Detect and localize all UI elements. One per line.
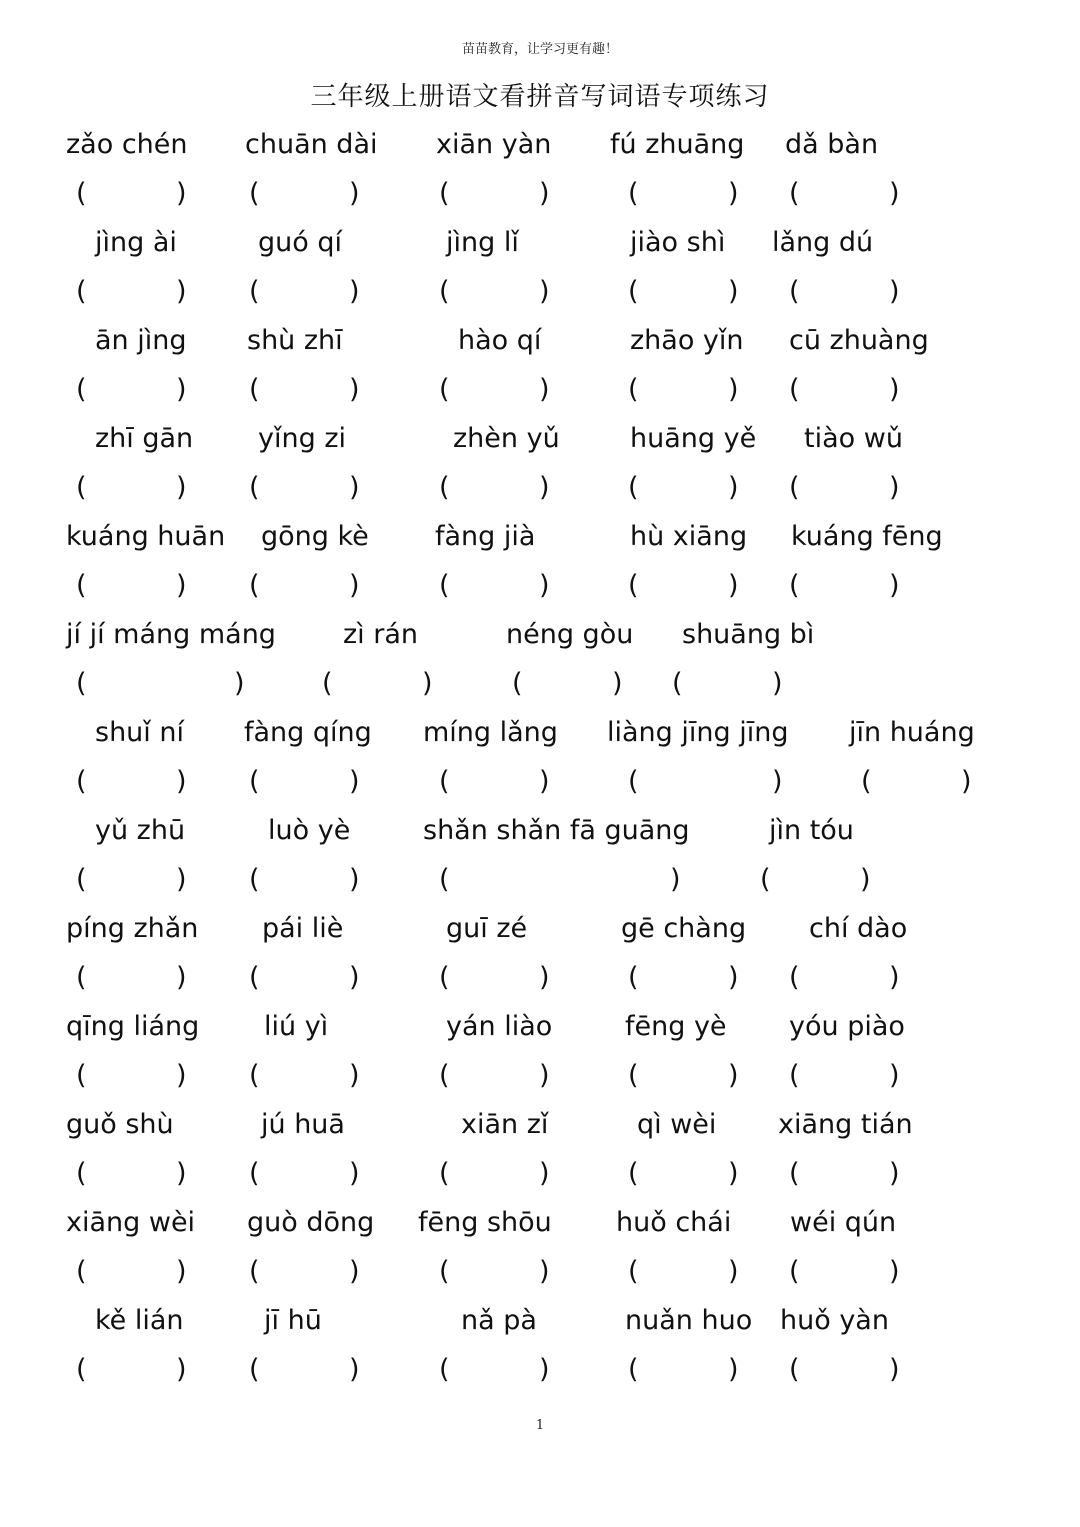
answer-blank-close-paren: ): [860, 864, 871, 895]
pinyin-word: liàng jīng jīng: [607, 717, 789, 748]
pinyin-word: kě lián: [95, 1305, 184, 1336]
pinyin-word: fú zhuāng: [610, 129, 745, 160]
answer-blank-open-paren: (: [76, 472, 87, 503]
answer-blank-open-paren: (: [76, 864, 87, 895]
answer-blank-close-paren: ): [728, 178, 739, 209]
answer-blank-close-paren: ): [889, 1354, 900, 1385]
answer-blank-open-paren: (: [439, 1158, 450, 1189]
pinyin-word: xiān yàn: [436, 129, 552, 160]
answer-blank-close-paren: ): [349, 962, 360, 993]
answer-blank-open-paren: (: [249, 472, 260, 503]
answer-blank-close-paren: ): [176, 1256, 187, 1287]
answer-blank-open-paren: (: [76, 1158, 87, 1189]
answer-blank-open-paren: (: [76, 962, 87, 993]
answer-blank-open-paren: (: [76, 374, 87, 405]
pinyin-word: yán liào: [446, 1011, 553, 1042]
answer-blank-open-paren: (: [789, 962, 800, 993]
answer-blank-open-paren: (: [76, 668, 87, 699]
answer-blank-open-paren: (: [249, 766, 260, 797]
page-number: 1: [535, 1418, 545, 1433]
pinyin-word: fàng qíng: [244, 717, 372, 748]
pinyin-word: pái liè: [262, 913, 344, 944]
answer-blank-open-paren: (: [628, 570, 639, 601]
answer-blank-open-paren: (: [439, 1354, 450, 1385]
answer-blank-close-paren: ): [961, 766, 972, 797]
answer-blank-close-paren: ): [728, 1158, 739, 1189]
answer-blank-open-paren: (: [439, 1060, 450, 1091]
answer-blank-close-paren: ): [539, 374, 550, 405]
answer-blank-close-paren: ): [539, 178, 550, 209]
answer-blank-close-paren: ): [539, 962, 550, 993]
answer-blank-close-paren: ): [539, 472, 550, 503]
answer-blank-open-paren: (: [672, 668, 683, 699]
answer-blank-close-paren: ): [539, 1060, 550, 1091]
answer-blank-close-paren: ): [349, 1158, 360, 1189]
pinyin-word: zì rán: [343, 619, 419, 650]
pinyin-word: gē chàng: [621, 913, 747, 944]
answer-blank-close-paren: ): [670, 864, 681, 895]
answer-blank-open-paren: (: [789, 1354, 800, 1385]
pinyin-word: xiāng wèi: [66, 1207, 196, 1238]
answer-blank-close-paren: ): [728, 472, 739, 503]
answer-blank-close-paren: ): [349, 1354, 360, 1385]
answer-blank-open-paren: (: [439, 1256, 450, 1287]
pinyin-word: hù xiāng: [630, 521, 748, 552]
pinyin-word: xiān zǐ: [461, 1109, 549, 1140]
pinyin-word: guī zé: [446, 913, 528, 944]
answer-blank-open-paren: (: [76, 1060, 87, 1091]
pinyin-word: shuāng bì: [682, 619, 815, 650]
answer-blank-open-paren: (: [249, 1060, 260, 1091]
answer-blank-close-paren: ): [889, 472, 900, 503]
pinyin-word: tiào wǔ: [804, 423, 903, 454]
answer-blank-open-paren: (: [861, 766, 872, 797]
pinyin-word: gōng kè: [261, 521, 369, 552]
pinyin-word: hào qí: [458, 325, 542, 356]
answer-blank-open-paren: (: [439, 276, 450, 307]
answer-blank-open-paren: (: [789, 472, 800, 503]
answer-blank-open-paren: (: [76, 178, 87, 209]
pinyin-word: zhāo yǐn: [630, 325, 744, 356]
pinyin-word: luò yè: [268, 815, 351, 846]
pinyin-word: guǒ shù: [66, 1109, 174, 1140]
answer-blank-open-paren: (: [628, 962, 639, 993]
answer-blank-close-paren: ): [349, 766, 360, 797]
pinyin-word: qīng liáng: [66, 1011, 200, 1042]
answer-blank-open-paren: (: [249, 276, 260, 307]
answer-blank-close-paren: ): [176, 276, 187, 307]
answer-blank-open-paren: (: [439, 570, 450, 601]
answer-blank-close-paren: ): [539, 766, 550, 797]
pinyin-word: qì wèi: [637, 1109, 717, 1140]
pinyin-word: fàng jià: [435, 521, 536, 552]
answer-blank-close-paren: ): [349, 178, 360, 209]
answer-blank-open-paren: (: [628, 1158, 639, 1189]
pinyin-word: huǒ chái: [616, 1207, 732, 1238]
pinyin-word: yǔ zhū: [95, 815, 186, 846]
answer-blank-close-paren: ): [234, 668, 245, 699]
answer-blank-close-paren: ): [889, 374, 900, 405]
pinyin-word: lǎng dú: [772, 227, 874, 258]
answer-blank-close-paren: ): [728, 1354, 739, 1385]
answer-blank-open-paren: (: [249, 178, 260, 209]
answer-blank-open-paren: (: [789, 374, 800, 405]
pinyin-word: shǎn shǎn fā guāng: [423, 815, 690, 846]
pinyin-word: cū zhuàng: [789, 325, 929, 356]
answer-blank-close-paren: ): [349, 864, 360, 895]
answer-blank-close-paren: ): [349, 570, 360, 601]
pinyin-word: jí jí máng máng: [66, 619, 276, 650]
answer-blank-close-paren: ): [539, 1256, 550, 1287]
answer-blank-close-paren: ): [349, 472, 360, 503]
answer-blank-close-paren: ): [772, 668, 783, 699]
answer-blank-close-paren: ): [728, 374, 739, 405]
answer-blank-close-paren: ): [176, 1060, 187, 1091]
answer-blank-close-paren: ): [176, 570, 187, 601]
answer-blank-open-paren: (: [439, 374, 450, 405]
answer-blank-close-paren: ): [539, 1354, 550, 1385]
answer-blank-open-paren: (: [249, 1158, 260, 1189]
answer-blank-close-paren: ): [422, 668, 433, 699]
answer-blank-open-paren: (: [76, 276, 87, 307]
answer-blank-open-paren: (: [628, 178, 639, 209]
answer-blank-open-paren: (: [249, 570, 260, 601]
answer-blank-open-paren: (: [322, 668, 333, 699]
pinyin-word: shuǐ ní: [95, 717, 184, 748]
pinyin-word: wéi qún: [790, 1207, 897, 1238]
answer-blank-close-paren: ): [539, 1158, 550, 1189]
answer-blank-open-paren: (: [249, 962, 260, 993]
answer-blank-open-paren: (: [249, 1354, 260, 1385]
answer-blank-open-paren: (: [628, 276, 639, 307]
pinyin-word: zǎo chén: [66, 129, 188, 160]
answer-blank-close-paren: ): [889, 962, 900, 993]
answer-blank-close-paren: ): [176, 1158, 187, 1189]
answer-blank-open-paren: (: [628, 1060, 639, 1091]
pinyin-word: fēng shōu: [418, 1207, 552, 1238]
answer-blank-open-paren: (: [789, 178, 800, 209]
answer-blank-close-paren: ): [349, 1256, 360, 1287]
answer-blank-close-paren: ): [728, 962, 739, 993]
pinyin-word: zhèn yǔ: [453, 423, 560, 454]
answer-blank-open-paren: (: [76, 1256, 87, 1287]
pinyin-word: jú huā: [261, 1109, 345, 1140]
pinyin-word: zhī gān: [95, 423, 194, 454]
pinyin-word: shù zhī: [247, 325, 343, 356]
page-title: 三年级上册语文看拼音写词语专项练习: [310, 82, 770, 112]
answer-blank-open-paren: (: [789, 276, 800, 307]
answer-blank-open-paren: (: [628, 1256, 639, 1287]
answer-blank-open-paren: (: [249, 374, 260, 405]
answer-blank-open-paren: (: [628, 374, 639, 405]
pinyin-word: nǎ pà: [461, 1305, 537, 1336]
answer-blank-open-paren: (: [628, 472, 639, 503]
answer-blank-close-paren: ): [728, 570, 739, 601]
answer-blank-open-paren: (: [760, 864, 771, 895]
answer-blank-close-paren: ): [889, 1060, 900, 1091]
answer-blank-open-paren: (: [439, 864, 450, 895]
pinyin-word: jīn huáng: [849, 717, 975, 748]
pinyin-word: fēng yè: [625, 1011, 727, 1042]
pinyin-word: xiāng tián: [778, 1109, 913, 1140]
answer-blank-open-paren: (: [789, 570, 800, 601]
answer-blank-close-paren: ): [889, 570, 900, 601]
answer-blank-open-paren: (: [76, 766, 87, 797]
pinyin-word: guò dōng: [247, 1207, 375, 1238]
answer-blank-open-paren: (: [789, 1158, 800, 1189]
pinyin-word: jī hū: [264, 1305, 322, 1336]
answer-blank-close-paren: ): [772, 766, 783, 797]
answer-blank-open-paren: (: [789, 1256, 800, 1287]
pinyin-word: chuān dài: [245, 129, 378, 160]
answer-blank-close-paren: ): [889, 276, 900, 307]
answer-blank-open-paren: (: [628, 766, 639, 797]
answer-blank-close-paren: ): [176, 374, 187, 405]
header-tagline: 苗苗教育，让学习更有趣！: [461, 42, 618, 57]
pinyin-word: liú yì: [264, 1011, 329, 1042]
pinyin-word: jìn tóu: [769, 815, 854, 846]
answer-blank-open-paren: (: [439, 962, 450, 993]
answer-blank-open-paren: (: [249, 1256, 260, 1287]
answer-blank-close-paren: ): [539, 276, 550, 307]
pinyin-word: kuáng huān: [66, 521, 226, 552]
answer-blank-open-paren: (: [439, 178, 450, 209]
answer-blank-close-paren: ): [176, 766, 187, 797]
answer-blank-open-paren: (: [439, 766, 450, 797]
answer-blank-open-paren: (: [789, 1060, 800, 1091]
pinyin-word: jìng lǐ: [446, 227, 519, 258]
answer-blank-close-paren: ): [728, 1256, 739, 1287]
pinyin-word: huǒ yàn: [780, 1305, 889, 1336]
answer-blank-open-paren: (: [439, 472, 450, 503]
answer-blank-open-paren: (: [249, 864, 260, 895]
answer-blank-close-paren: ): [612, 668, 623, 699]
pinyin-word: míng lǎng: [423, 717, 558, 748]
answer-blank-close-paren: ): [349, 1060, 360, 1091]
pinyin-word: píng zhǎn: [66, 913, 199, 944]
pinyin-word: jìng ài: [95, 227, 177, 258]
answer-blank-close-paren: ): [889, 1158, 900, 1189]
pinyin-word: dǎ bàn: [785, 129, 879, 160]
answer-blank-close-paren: ): [349, 374, 360, 405]
answer-blank-close-paren: ): [728, 276, 739, 307]
pinyin-word: huāng yě: [630, 423, 757, 454]
answer-blank-open-paren: (: [76, 1354, 87, 1385]
pinyin-word: yǐng zi: [258, 423, 346, 454]
pinyin-word: guó qí: [258, 227, 342, 258]
answer-blank-close-paren: ): [349, 276, 360, 307]
pinyin-word: jiào shì: [630, 227, 726, 258]
answer-blank-close-paren: ): [176, 864, 187, 895]
pinyin-word: nuǎn huo: [625, 1305, 753, 1336]
answer-blank-close-paren: ): [728, 1060, 739, 1091]
answer-blank-close-paren: ): [889, 178, 900, 209]
answer-blank-close-paren: ): [176, 178, 187, 209]
pinyin-word: yóu piào: [789, 1011, 905, 1042]
answer-blank-close-paren: ): [176, 1354, 187, 1385]
pinyin-word: kuáng fēng: [791, 521, 943, 552]
answer-blank-open-paren: (: [628, 1354, 639, 1385]
answer-blank-close-paren: ): [889, 1256, 900, 1287]
answer-blank-close-paren: ): [176, 962, 187, 993]
answer-blank-close-paren: ): [176, 472, 187, 503]
answer-blank-open-paren: (: [512, 668, 523, 699]
pinyin-word: néng gòu: [506, 619, 634, 650]
pinyin-word: chí dào: [809, 913, 908, 944]
answer-blank-close-paren: ): [539, 570, 550, 601]
answer-blank-open-paren: (: [76, 570, 87, 601]
pinyin-word: ān jìng: [95, 325, 187, 356]
